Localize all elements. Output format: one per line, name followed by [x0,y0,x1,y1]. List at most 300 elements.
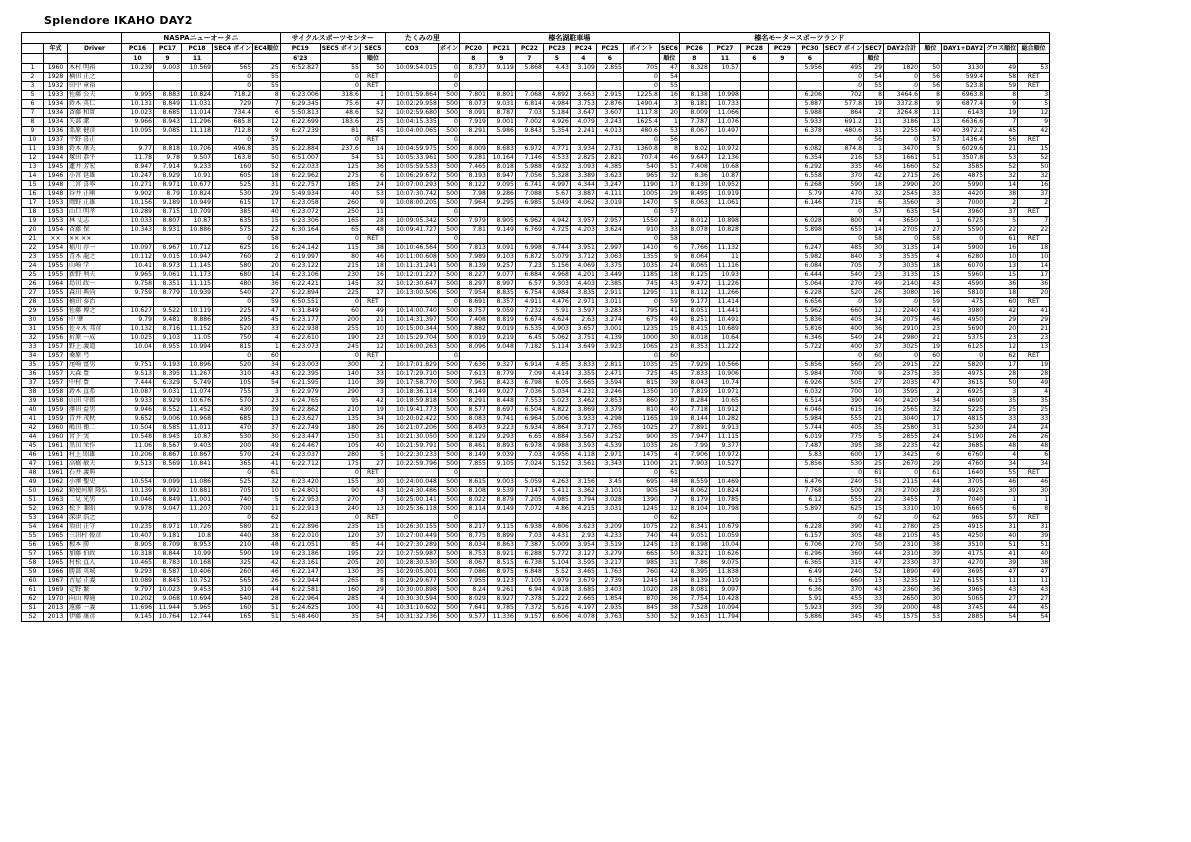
table-cell: 45 [659,370,679,379]
column-subheader-row [22,54,1050,64]
table-cell: 45 [22,442,44,451]
table-cell: 9.085 [154,127,182,136]
table-cell: 57 [22,550,44,559]
table-cell: 佐藤 博之 [68,307,122,316]
table-cell: 1035 [623,361,659,370]
table-row [22,280,1050,289]
table-cell [740,595,768,604]
table-cell: 555 [823,496,863,505]
table-cell: 310 [213,586,253,595]
column-header: PC30 [796,44,823,54]
table-cell [679,136,709,145]
table-cell: 500 [438,532,459,541]
table-cell: 3264.8 [883,109,919,118]
table-cell: 11.019 [709,577,740,586]
table-cell: 4.344 [570,181,596,190]
table-cell: 500 [438,109,459,118]
table-cell: 39 [919,550,941,559]
table-cell [740,145,768,154]
table-cell: 1963 [44,505,68,514]
table-cell: 48.6 [320,109,360,118]
table-cell: 1 [1018,496,1050,505]
table-cell: 21 [863,415,883,424]
table-cell: 712.8 [213,127,253,136]
table-cell: 6.514 [796,397,823,406]
table-cell: 10:31:32.736 [385,613,438,622]
table-cell: 265 [320,577,360,586]
table-cell [596,73,623,82]
table-cell [182,352,213,361]
table-cell: 500 [438,280,459,289]
column-header: PC17 [154,44,182,54]
table-cell: 6.354 [796,154,823,163]
table-cell: 54 [360,613,385,622]
table-cell: 480.6 [823,127,863,136]
table-cell: 700 [823,370,863,379]
table-cell: 22 [360,550,385,559]
table-cell: 8.114 [459,505,487,514]
table-cell: 6:23.306 [280,217,320,226]
table-cell: 6143 [941,109,984,118]
table-cell [740,523,768,532]
table-cell: 3.127 [570,550,596,559]
table-cell: 10.206 [122,451,154,460]
table-cell: 10.343 [122,226,154,235]
table-cell: 10:27:00.449 [385,532,438,541]
table-cell: 43 [919,280,941,289]
table-cell: 0 [823,469,863,478]
table-cell: 7 [919,496,941,505]
table-cell: 625 [823,505,863,514]
table-cell: 8.043 [679,379,709,388]
table-cell: 12 [659,505,679,514]
table-cell: 40 [659,406,679,415]
table-cell: 580 [213,523,253,532]
table-cell: 155 [320,478,360,487]
table-cell: 38 [360,244,385,253]
table-cell: 240 [823,568,863,577]
table-cell [543,136,570,145]
table-cell: 32 [22,334,44,343]
table-cell: 10.569 [182,64,213,73]
table-cell: 60 [985,298,1018,307]
table-cell: 8.125 [679,271,709,280]
table-cell: 7.378 [515,595,543,604]
table-cell [768,451,796,460]
table-cell: 8.144 [679,415,709,424]
table-cell: 8.029 [459,595,487,604]
table-cell [768,604,796,613]
table-cell: 9.001 [487,118,515,127]
table-cell [182,235,213,244]
table-cell: 500 [438,613,459,622]
table-cell: 4175 [941,550,984,559]
table-cell: 5225 [941,406,984,415]
table-cell [385,73,438,82]
table-cell: 8.096 [459,343,487,352]
table-cell: 6070 [941,262,984,271]
table-cell: 1965 [44,559,68,568]
table-cell: 5:49.934 [280,190,320,199]
column-header [919,54,941,64]
column-header: EC4順位 [254,44,279,52]
table-cell: 6.206 [796,91,823,100]
table-cell: 青井 茂秋 [68,415,122,424]
table-cell: 6.45 [515,334,543,343]
table-cell: 1245 [623,577,659,586]
table-cell: 6.268 [796,181,823,190]
table-cell: 33 [985,415,1018,424]
table-cell: 青木 龍之 [68,253,122,262]
table-cell: 31 [919,424,941,433]
table-cell: 500 [438,181,459,190]
table-cell: RET [1018,208,1050,217]
table-cell: 11.132 [709,244,740,253]
table-cell: 8.753 [459,550,487,559]
table-cell: 8.034 [459,541,487,550]
table-cell: 4.263 [543,478,570,487]
table-cell: 3 [1018,91,1050,100]
table-cell: 1957 [44,352,68,361]
table-cell: 1948 [44,190,68,199]
table-cell: 7.855 [459,460,487,469]
table-cell: 42 [253,559,281,568]
table-cell: 729 [213,100,253,109]
table-cell: 120 [320,532,360,541]
table-cell: 7.068 [515,91,543,100]
table-cell: 1 [360,91,385,100]
table-cell: 20 [659,109,679,118]
table-cell: 6.476 [796,478,823,487]
table-cell: 635 [883,208,919,217]
table-cell: 5.034 [543,388,570,397]
table-cell [768,568,796,577]
table-cell: 7.891 [679,424,709,433]
table-cell: 9 [360,199,385,208]
table-cell: 9.181 [154,532,182,541]
table-cell: 4.988 [543,442,570,451]
table-cell: 6.019 [796,433,823,442]
table-cell [679,73,709,82]
table-cell: 5.354 [543,127,570,136]
table-cell [740,532,768,541]
table-cell: 8.569 [154,460,182,469]
table-cell: 8.012 [679,217,709,226]
table-cell: 5.184 [543,109,570,118]
table-cell: 山田 守郎 [68,397,122,406]
table-cell: 5 [253,496,281,505]
table-cell: 9.797 [122,586,154,595]
table-cell: 6.378 [796,127,823,136]
table-row [22,73,1050,82]
table-cell: 10.033 [122,217,154,226]
table-cell: 2310 [883,541,919,550]
table-cell: 須田 正守 [68,523,122,532]
table-cell: 10 [1018,253,1050,262]
table-cell: 7.929 [679,361,709,370]
table-cell: 古屋 正義 [68,577,122,586]
table-cell: 9.119 [487,64,515,73]
table-cell: 岡野 正雄 [68,199,122,208]
table-cell: 9.047 [154,505,182,514]
table-cell: 10:22:30.233 [385,451,438,460]
table-cell: 8.251 [679,316,709,325]
table-cell [740,64,768,73]
table-cell: 2375 [883,370,919,379]
table-cell: 4925 [941,487,984,496]
table-cell: 5.079 [543,253,570,262]
table-cell: 40 [1018,550,1050,559]
table-cell: 8.587 [154,568,182,577]
table-cell: 10:01:59.864 [385,91,438,100]
table-cell: 237.6 [320,145,360,154]
table-cell: 4950 [941,316,984,325]
table-cell: 39 [659,379,679,388]
table-cell: 1245 [623,541,659,550]
table-cell: 840 [823,253,863,262]
table-cell: 39 [253,406,281,415]
table-cell: 4.539 [596,442,623,451]
table-cell: 200 [213,442,253,451]
table-cell: 27 [659,424,679,433]
table-cell: 255 [320,325,360,334]
table-cell: 4 [1018,388,1050,397]
table-cell: 4270 [941,559,984,568]
table-cell: 29 [659,190,679,199]
table-cell: 5 [1018,100,1050,109]
table-cell: 3.45 [596,478,623,487]
table-cell: 300 [320,361,360,370]
table-cell: 10.8 [182,532,213,541]
table-cell: 53 [659,127,679,136]
column-header: PC25 [596,44,623,54]
table-cell: 11.414 [709,298,740,307]
table-cell: 46 [919,316,941,325]
table-cell [740,415,768,424]
table-cell: 8.067 [679,127,709,136]
table-cell: 275 [320,172,360,181]
table-cell: 6.228 [796,523,823,532]
table-cell [768,361,796,370]
table-cell: 8.779 [487,370,515,379]
table-cell: 325 [213,559,253,568]
table-cell: 11.944 [154,604,182,613]
table-cell: 6 [22,100,44,109]
table-cell: 6.12 [796,496,823,505]
table-cell: 2915 [883,361,919,370]
column-group-header: サイクルスポーツセンター [280,33,385,44]
table-cell: 115 [320,244,360,253]
table-cell: 1410 [623,244,659,253]
table-cell: 60 [320,307,360,316]
table-cell [740,442,768,451]
table-cell: 15 [360,523,385,532]
table-cell: 38 [22,388,44,397]
table-cell [768,523,796,532]
table-cell: 1962 [44,478,68,487]
table-cell: 5.956 [796,64,823,73]
table-cell: 10.094 [709,604,740,613]
table-cell [768,118,796,127]
table-cell: 2310 [883,550,919,559]
table-cell: 2.731 [596,145,623,154]
table-cell: 4 [253,334,281,343]
table-cell [740,397,768,406]
table-cell: 4 [659,451,679,460]
table-cell: 10.764 [154,613,182,622]
table-cell: 4.984 [543,289,570,298]
table-cell: 500 [438,370,459,379]
table-cell: 1470 [623,199,659,208]
table-cell: 8.423 [487,379,515,388]
table-cell: 3 [919,199,941,208]
table-cell: 8.929 [154,172,182,181]
table-cell: 23 [1018,334,1050,343]
table-cell [768,559,796,568]
table-cell: 845 [623,604,659,613]
table-cell: 11 [253,505,281,514]
table-cell: 3080 [883,289,919,298]
table-cell: 10:29:29.677 [385,577,438,586]
column-header: PC24 [570,44,596,54]
table-cell: 30 [985,487,1018,496]
table-cell: 0 [438,64,459,73]
table-cell [459,208,487,217]
table-cell: 9.647 [679,154,709,163]
table-cell [740,235,768,244]
table-cell [596,469,623,478]
table-cell: 8.081 [679,586,709,595]
table-cell: 3.063 [596,253,623,262]
table-cell: 7.09 [515,370,543,379]
table-cell: 6.082 [796,145,823,154]
table-cell: 345 [823,613,863,622]
table-cell: 14 [659,577,679,586]
table-cell: 6.656 [796,298,823,307]
table-cell: 39 [863,604,883,613]
table-cell: 10.469 [709,478,740,487]
table-cell: 10.677 [182,181,213,190]
table-cell: 定野 繁 [68,586,122,595]
table-row [22,514,1050,523]
table-cell: 8.801 [487,91,515,100]
table-cell: 10:12:30.647 [385,280,438,289]
table-cell: 49 [659,316,679,325]
table-cell: 5.91 [796,595,823,604]
table-cell: 5590 [941,226,984,235]
table-cell: 11.838 [709,568,740,577]
table-cell: 1661 [883,154,919,163]
table-cell: 10:25:36.118 [385,505,438,514]
table-cell: 29 [863,64,883,73]
table-cell: 3.028 [596,496,623,505]
table-cell: 6963.8 [941,91,984,100]
table-cell: 5.965 [182,604,213,613]
table-cell: 6.926 [796,379,823,388]
table-cell: 6.938 [515,523,543,532]
table-cell: 4.884 [543,433,570,442]
table-row [22,64,1050,73]
table-cell: ×× ×× [68,235,122,244]
table-cell: 520 [213,325,253,334]
table-cell: 3585 [941,163,984,172]
table-cell [740,460,768,469]
table-cell: 23 [22,253,44,262]
table-cell: 10.247 [122,172,154,181]
table-cell: 49 [22,478,44,487]
table-cell: 10.095 [122,127,154,136]
table-cell: 1959 [44,406,68,415]
table-cell: 9.995 [122,91,154,100]
table-cell: 10.059 [709,532,740,541]
table-cell [122,298,154,307]
table-cell: 8.683 [487,145,515,154]
table-cell: 4.942 [543,217,570,226]
table-cell: 21 [253,523,281,532]
table-cell: 500 [438,568,459,577]
table-cell: 130 [320,568,360,577]
table-cell: 1185 [623,271,659,280]
table-cell: 1165 [623,415,659,424]
table-cell: 5.856 [796,361,823,370]
column-header: 順位 [360,54,385,64]
column-header: Driver [68,44,122,54]
table-cell: 折原 一成 [68,334,122,343]
table-cell: 4.985 [543,496,570,505]
table-cell: 5.009 [543,541,570,550]
table-cell [768,244,796,253]
table-cell: 700 [823,388,863,397]
table-cell: 50 [919,64,941,73]
table-cell: 4.203 [570,226,596,235]
table-cell: 51 [253,613,281,622]
table-cell: 8.953 [182,541,213,550]
table-cell: 755 [213,388,253,397]
table-cell: 655 [823,226,863,235]
table-row [22,334,1050,343]
table-cell: 11.116 [709,262,740,271]
table-cell: 45 [253,316,281,325]
table-cell: 183.6 [320,118,360,127]
table-cell: 42 [919,442,941,451]
table-cell: 4975 [941,370,984,379]
table-cell [596,82,623,91]
table-cell: 715 [823,199,863,208]
table-cell: 3.283 [596,307,623,316]
table-cell: 5.114 [543,343,570,352]
table-cell: 4.231 [570,388,596,397]
table-cell: 150 [320,433,360,442]
table-body [22,64,1050,622]
table-cell: 565 [213,64,253,73]
table-cell: 500 [438,415,459,424]
table-cell: 10.676 [182,397,213,406]
table-cell [459,82,487,91]
table-cell: 桑原 弓 [68,352,122,361]
table-cell: 35 [659,433,679,442]
table-cell: 430 [213,406,253,415]
table-cell [543,514,570,523]
table-cell: 400 [823,343,863,352]
table-cell: 5.816 [796,325,823,334]
table-cell: 7.086 [459,568,487,577]
table-cell: 54 [985,613,1018,622]
table-cell: 23 [360,334,385,343]
page-title: Splendore IKAHO DAY2 [44,14,193,27]
table-cell: 10.627 [122,307,154,316]
table-cell: 5.156 [543,262,570,271]
table-cell: 540 [213,595,253,604]
